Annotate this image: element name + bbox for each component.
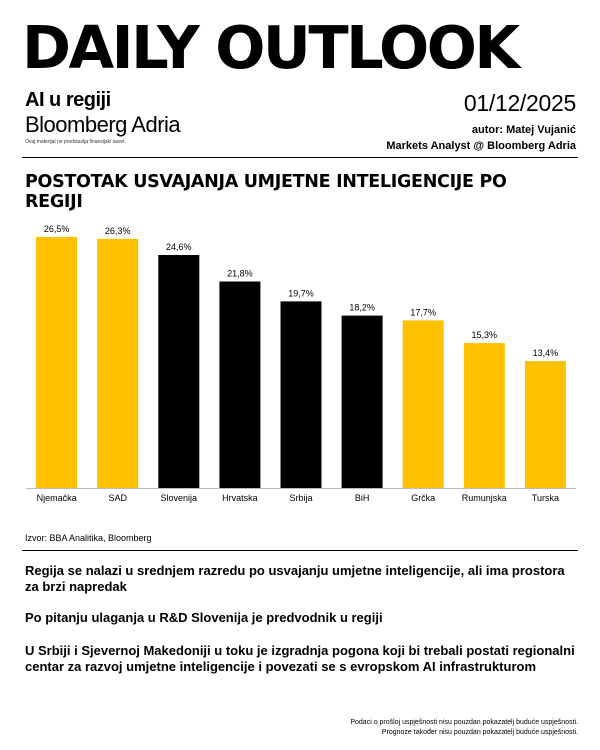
chart-source: Izvor: BBA Analitika, Bloomberg [25,533,152,543]
bullet-3: U Srbiji i Sjevernoj Makedoniji u toku je izgradnja pogona koji bi trebali postati regionalni centar za razvoj umjetne inteligencije i povezati se s evropskom AI infrastrukturom [25,643,575,674]
x-tick-label-4: Srbija [289,493,313,503]
bar-7 [464,343,505,488]
bullet-1: Regija se nalazi u srednjem razredu po usvajanju umjetne inteligencije, ali ima prostora za brzi napredak [25,563,565,594]
source-divider [22,550,578,551]
bar-8 [525,361,566,488]
bar-value-label-6: 17,7% [410,307,436,318]
report-subtitle: AI u regiji [25,89,111,111]
bar-1 [97,239,138,488]
bar-value-label-8: 13,4% [532,348,559,359]
bar-value-label-3: 21,8% [227,268,253,279]
x-tick-label-0: Njemačka [36,493,77,503]
x-tick-label-2: Slovenija [160,493,198,503]
bar-value-label-4: 19,7% [288,288,314,299]
x-tick-label-6: Grčka [411,493,436,503]
bar-value-label-0: 26,5% [43,224,70,234]
footer-disclaimer-2: Prognoze također nisu pouzdan pokazatelj buduće uspješnosti. [381,729,578,736]
bar-0 [36,237,77,488]
bullet-2: Po pitanju ulaganja u R&D Slovenija je predvodnik u regiji [25,610,383,625]
bar-4 [281,301,322,488]
report-date: 01/12/2025 [463,90,576,116]
author-role: Markets Analyst @ Bloomberg Adria [386,140,576,152]
masthead-title: DAILY OUTLOOK [22,13,518,82]
bar-2 [158,255,199,488]
chart-title: POSTOTAK USVAJANJA UMJETNE INTELIGENCIJE PO REGIJI [25,172,507,212]
small-disclaimer: Ovaj materijal ne predstavlja finansijski savet. [25,139,126,145]
x-tick-label-5: BiH [354,493,370,503]
author-line: autor: Matej Vujanić [471,124,576,136]
brand-name: Bloomberg Adria [25,112,181,137]
bar-6 [403,320,444,488]
x-tick-label-8: Turska [531,493,559,503]
x-tick-label-7: Rumunjska [461,493,507,503]
x-tick-label-3: Hrvatska [222,493,258,503]
bar-value-label-1: 26,3% [104,225,131,236]
footer-disclaimer-1: Podaci o prošlој uspješnosti nisu pouzdan pokazatelj buduće uspješnosti. [350,719,578,726]
bar-5 [342,316,383,488]
x-tick-label-1: SAD [108,493,127,503]
bar-value-label-2: 24,6% [166,242,192,252]
bar-value-label-7: 15,3% [471,330,498,341]
bar-value-label-5: 18,2% [349,302,375,313]
bar-3 [219,282,260,489]
